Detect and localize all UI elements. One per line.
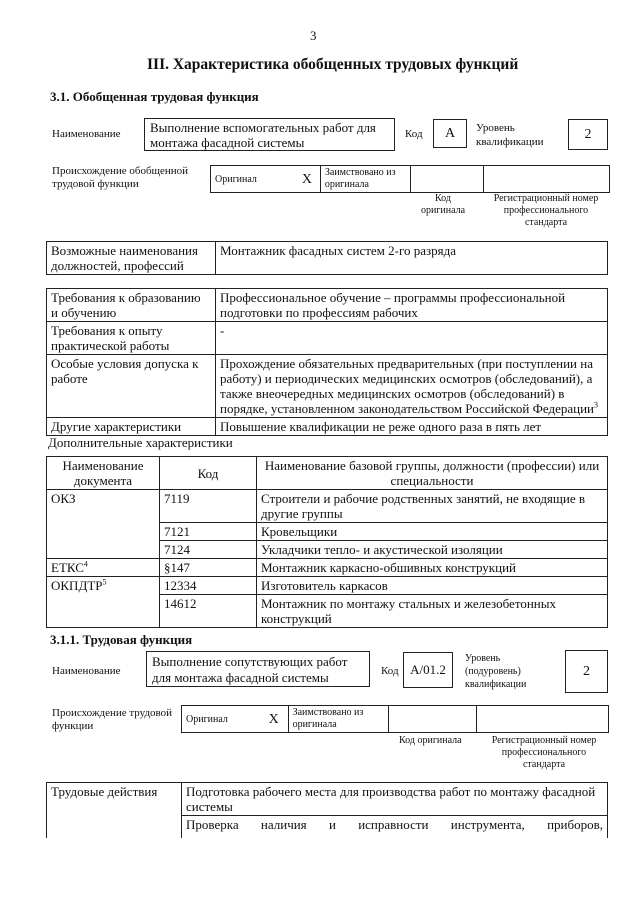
tf-name-line-1: Выполнение сопутствующих работ [152, 654, 348, 669]
tf-reg-num-caption [480, 735, 608, 771]
tf-reg-num-1: Регистрационный номер [491, 735, 597, 746]
add-name-7119 [257, 490, 608, 523]
tf-reg-num-3: стандарта [522, 759, 566, 770]
gtf-original-mark: X [294, 166, 320, 193]
add-name-14612 [257, 595, 608, 628]
gtf-level-label [476, 121, 543, 149]
add-name-14612-1: Монтажник по монтажу стальных и железобетонных [261, 596, 556, 611]
req-experience-value: - [216, 322, 608, 355]
req-education-value-2: подготовки по профессиям рабочих [220, 305, 418, 320]
tf-code-label: Код [381, 665, 399, 677]
req-conditions-label-2: работе [51, 371, 88, 386]
gtf-code-original-2: оригинала [420, 205, 466, 216]
req-other-value: Повышение квалификации не реже одного раза в пять лет [216, 418, 608, 436]
tf-origin-label-2: функции [52, 720, 94, 732]
tf-code-original-caption: Код оригинала [399, 735, 462, 746]
req-education-label-2: и обучению [51, 305, 117, 320]
add-name-7124: Укладчики тепло- и акустической изоляции [257, 541, 608, 559]
add-header-code: Код [160, 457, 257, 490]
gtf-origin-label-1: Происхождение обобщенной [52, 165, 189, 177]
add-name-7121: Кровельщики [257, 523, 608, 541]
gtf-name-line-2: монтажа фасадной системы [150, 135, 305, 150]
additional-table [46, 456, 608, 628]
gtf-level-label-1: Уровень [476, 122, 515, 134]
req-experience-label-1: Требования к опыту [51, 323, 163, 338]
gtf-code-original-cell [411, 166, 484, 193]
action-item-1-line-2: системы [186, 799, 233, 814]
add-doc-okpdtr-text: ОКПДТР [51, 578, 103, 593]
tf-level-label-1: Уровень [465, 653, 501, 664]
tf-level-label [465, 652, 526, 691]
positions-label [47, 242, 216, 275]
gtf-origin-table [210, 165, 610, 193]
gtf-reg-num-2: профессионального [503, 205, 589, 216]
requirements-table [46, 288, 608, 436]
req-education-label [47, 289, 216, 322]
gtf-reg-num-3: стандарта [524, 217, 568, 228]
gtf-code-original-caption [410, 193, 476, 217]
gtf-code-label: Код [405, 128, 423, 140]
add-name-12334: Изготовитель каркасов [257, 577, 608, 595]
gtf-origin-label [52, 165, 188, 191]
tf-original-mark: X [260, 706, 288, 733]
req-conditions-value-1: Прохождение обязательных предварительных (при поступлении на [220, 356, 593, 371]
add-code-7121: 7121 [160, 523, 257, 541]
tf-origin-label [52, 707, 172, 733]
add-header-doc-1: Наименование [62, 458, 144, 473]
gtf-origin-label-2: трудовой функции [52, 178, 139, 190]
tf-name-line-2: для монтажа фасадной системы [152, 670, 329, 685]
tf-borrowed-label [288, 706, 389, 733]
add-code-12334: 12334 [160, 577, 257, 595]
add-code-7119: 7119 [160, 490, 257, 523]
footnote-5: 5 [102, 577, 107, 587]
actions-label: Трудовые действия [47, 783, 182, 838]
gtf-borrowed-label-2: оригинала [324, 179, 369, 190]
gtf-reg-num-1: Регистрационный номер [493, 193, 599, 204]
additional-title: Дополнительные характеристики [48, 435, 233, 450]
add-name-147: Монтажник каркасно-обшивных конструкций [257, 559, 608, 577]
tf-reg-num-cell [477, 706, 609, 733]
action-item-2 [182, 816, 608, 838]
gtf-reg-num-cell [484, 166, 610, 193]
gtf-heading: 3.1. Обобщенная трудовая функция [50, 89, 259, 104]
req-experience-label [47, 322, 216, 355]
tf-borrowed-label-2: оригинала [292, 719, 337, 730]
add-name-7119-2: другие группы [261, 506, 343, 521]
tf-reg-num-2: профессионального [501, 747, 587, 758]
gtf-reg-num-caption [482, 193, 610, 229]
req-experience-label-2: практической работы [51, 338, 170, 353]
tf-original-label: Оригинал [182, 706, 260, 733]
gtf-level-label-2: квалификации [476, 136, 544, 148]
add-doc-okpdtr [47, 577, 160, 628]
gtf-name-box [144, 118, 395, 151]
req-conditions-value-3: также внеочередных медицинских осмотров (обследований) в [220, 386, 565, 401]
action-item-1-line-1: Подготовка рабочего места для производства работ по монтажу фасадной [186, 784, 596, 799]
add-code-7124: 7124 [160, 541, 257, 559]
add-header-doc [47, 457, 160, 490]
section-title: III. Характеристика обобщенных трудовых функций [147, 56, 519, 73]
positions-label-1: Возможные наименования [51, 243, 198, 258]
footnote-3: 3 [594, 400, 599, 410]
page-number: 3 [310, 28, 317, 43]
add-header-name [257, 457, 608, 490]
tf-name-label: Наименование [52, 665, 121, 677]
req-education-value [216, 289, 608, 322]
add-doc-etks-text: ЕТКС [51, 560, 84, 575]
gtf-original-label: Оригинал [211, 166, 295, 193]
add-header-doc-2: документа [73, 473, 133, 488]
req-conditions-value-2: работу) и периодических медицинских осмотров (обследований), а [220, 371, 593, 386]
tf-origin-label-1: Происхождение трудовой [52, 707, 173, 719]
tf-code-box: А/01.2 [403, 652, 453, 688]
gtf-borrowed-label-1: Заимствовано из [324, 167, 396, 178]
footnote-4: 4 [83, 559, 88, 569]
add-header-name-2: специальности [390, 473, 474, 488]
gtf-borrowed-label [320, 166, 410, 193]
req-other-label: Другие характеристики [47, 418, 216, 436]
positions-table [46, 241, 608, 275]
add-name-7119-1: Строители и рабочие родственных занятий, не входящие в [261, 491, 586, 506]
req-education-label-1: Требования к образованию [51, 290, 201, 305]
tf-level-box: 2 [565, 650, 608, 693]
gtf-name-label: Наименование [52, 128, 121, 140]
action-item-1 [182, 783, 608, 816]
req-education-value-1: Профессиональное обучение – программы профессиональной [220, 290, 566, 305]
req-conditions-label [47, 355, 216, 418]
action-item-2-line-1: Проверка наличия и исправности инструмента, приборов, [186, 817, 603, 832]
gtf-code-original-1: Код [435, 193, 451, 204]
tf-level-label-2: (подуровень) [465, 666, 521, 677]
req-conditions-value-4: порядке, установленном законодательством Российской Федерации [220, 401, 595, 416]
tf-code-original-cell [389, 706, 477, 733]
tf-origin-table [181, 705, 609, 733]
tf-borrowed-label-1: Заимствовано из [292, 707, 364, 718]
gtf-code-box: А [433, 119, 467, 148]
add-name-14612-2: конструкций [261, 611, 332, 626]
req-conditions-label-1: Особые условия допуска к [51, 356, 199, 371]
add-header-name-1: Наименование базовой группы, должности (профессии) или [264, 458, 600, 473]
gtf-level-box: 2 [568, 119, 608, 150]
actions-table [46, 782, 608, 838]
positions-value: Монтажник фасадных систем 2-го разряда [216, 242, 608, 275]
gtf-name-line-1: Выполнение вспомогательных работ для [150, 120, 376, 135]
add-code-14612: 14612 [160, 595, 257, 628]
tf-level-label-3: квалификации [465, 679, 527, 690]
tf-heading: 3.1.1. Трудовая функция [50, 632, 193, 647]
add-doc-etks [47, 559, 160, 577]
positions-label-2: должностей, профессий [51, 258, 184, 273]
tf-name-box [146, 651, 370, 687]
add-code-147: §147 [160, 559, 257, 577]
add-doc-okz: ОКЗ [47, 490, 160, 559]
req-conditions-value [216, 355, 608, 418]
